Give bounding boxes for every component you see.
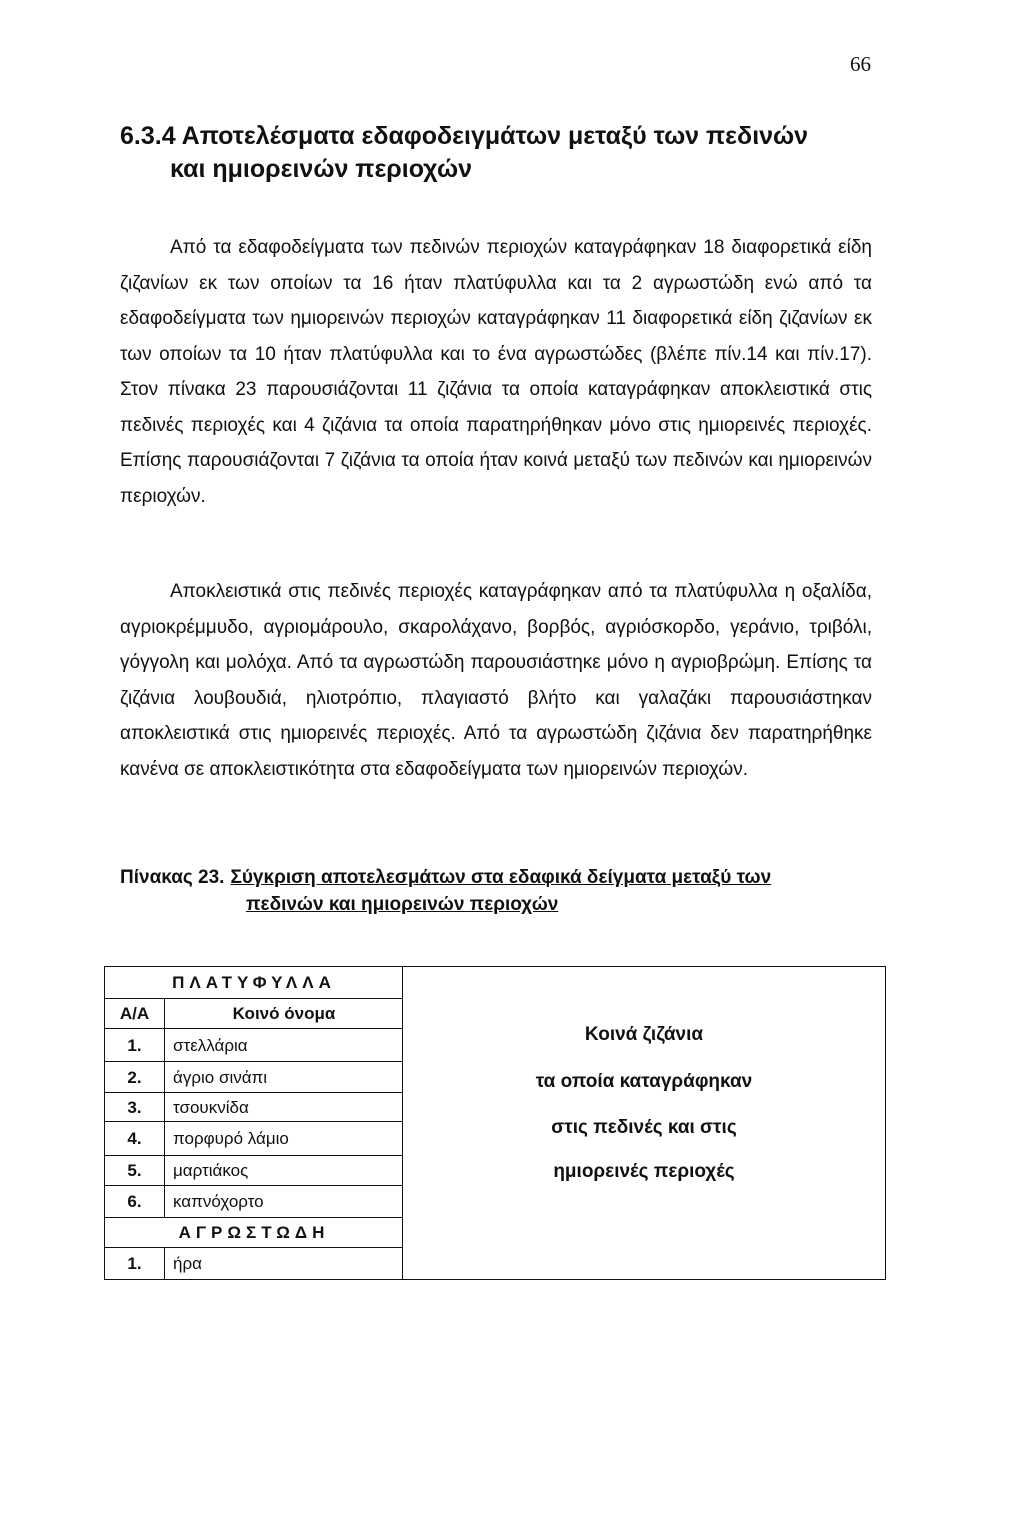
section-title-line2: και ημιορεινών περιοχών: [170, 155, 472, 183]
row-name: άγριο σινάπι: [173, 1068, 268, 1087]
row-num: 2.: [105, 1062, 165, 1092]
row-num: 5.: [105, 1156, 165, 1185]
row-num: 4.: [105, 1122, 165, 1155]
row-name: τσουκνίδα: [173, 1098, 249, 1117]
col-header-name: Κοινό όνομα: [232, 1004, 336, 1023]
table-row: [105, 1248, 403, 1279]
table-row: [105, 1122, 403, 1156]
table-caption-title-line2: πεδινών και ημιορεινών περιοχών: [246, 894, 559, 915]
table-caption-label: Πίνακας 23.: [120, 867, 225, 888]
row-name: πορφυρό λάμιο: [173, 1129, 289, 1148]
table-caption-title-line1: Σύγκριση αποτελεσμάτων στα εδαφικά δείγματα μεταξύ των: [230, 867, 772, 888]
row-name: καπνόχορτο: [173, 1192, 264, 1211]
common-weeds-line-4: ημιορεινές περιοχές: [553, 1161, 735, 1182]
common-weeds-cell: [403, 967, 885, 1279]
section-title-line1: Αποτελέσματα εδαφοδειγμάτων μεταξύ των πεδινών: [181, 122, 809, 150]
page-number: 66: [850, 52, 871, 76]
table-row: [105, 1062, 403, 1093]
group-header-grasses: ΑΓΡΩΣΤΩΔΗ: [105, 1218, 403, 1248]
col-header-num: Α/Α: [105, 999, 165, 1028]
row-num: 1.: [105, 1248, 165, 1279]
table-row: [105, 1186, 403, 1218]
table-header-row: [105, 999, 403, 1029]
comparison-table: [104, 966, 886, 1280]
section-number: 6.3.4: [120, 122, 176, 150]
paragraph-2: Αποκλειστικά στις πεδινές περιοχές καταγράφηκαν από τα πλατύφυλλα η οξαλίδα, αγριοκρέμμυδο, αγριομάρουλο, σκαρολάχανο, βορβός, αγριόσκορδο, γεράνιο, τριβόλι, γόγγολη και μολόχα. Από τα αγρωστώδη παρουσιάστηκε μόνο η αγριοβρώμη. Επίσης τα ζιζάνια λουβουδιά, ηλιοτρόπιο, πλαγιαστό βλήτο και γαλαζάκι παρουσιάστηκαν αποκλειστικά στις ημιορεινές περιοχές. Από τα αγρωστώδη ζιζάνια δεν παρατηρήθηκε κανένα σε αποκλειστικότητα στα εδαφοδείγματα των ημιορεινών περιοχών.: [120, 581, 872, 780]
paragraph-1: Από τα εδαφοδείγματα των πεδινών περιοχών καταγράφηκαν 18 διαφορετικά είδη ζιζανίων εκ των οποίων τα 16 ήταν πλατύφυλλα και τα 2 αγρωστώδη ενώ από τα εδαφοδείγματα των ημιορεινών περιοχών καταγράφηκαν 11 διαφορετικά είδη ζιζανίων εκ των οποίων τα 10 ήταν πλατύφυλλα και το ένα αγρωστώδες (βλέπε πίν.14 και πίν.17). Στον πίνακα 23 παρουσιάζονται 11 ζιζάνια τα οποία καταγράφηκαν αποκλειστικά στις πεδινές περιοχές και 4 ζιζάνια τα οποία παρατηρήθηκαν μόνο στις ημιορεινές περιοχές. Επίσης παρουσιάζονται 7 ζιζάνια τα οποία ήταν κοινά μεταξύ των πεδινών και ημιορεινών περιοχών.: [120, 237, 872, 507]
row-num: 6.: [105, 1186, 165, 1217]
row-name: ήρα: [173, 1254, 202, 1273]
table-row: [105, 1093, 403, 1122]
row-num: 1.: [105, 1029, 165, 1061]
row-name: στελλάρια: [173, 1036, 248, 1055]
common-weeds-line-3: στις πεδινές και στις: [551, 1117, 737, 1138]
table-left-section: [105, 967, 403, 1279]
table-row: [105, 1029, 403, 1062]
table-row: [105, 1156, 403, 1186]
table-caption: [120, 864, 880, 918]
group-header-broadleaf: ΠΛΑΤΥΦΥΛΛΑ: [105, 967, 403, 999]
row-num: 3.: [105, 1093, 165, 1121]
row-name: μαρτιάκος: [173, 1161, 249, 1180]
section-heading: [120, 120, 900, 186]
common-weeds-line-2: τα οποία καταγράφηκαν: [535, 1071, 753, 1092]
common-weeds-line-1: Κοινά ζιζάνια: [584, 1024, 704, 1045]
